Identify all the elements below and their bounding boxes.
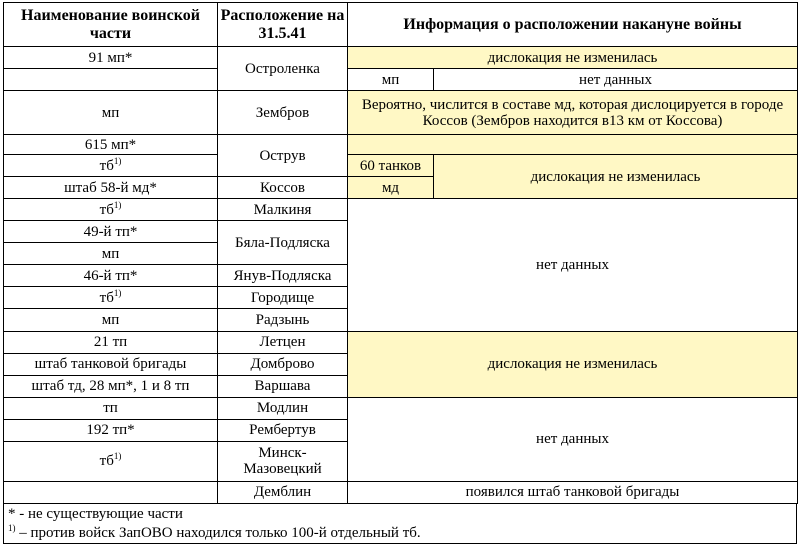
unit-cell: 46-й тп* — [4, 265, 218, 287]
location-cell: Летцен — [218, 331, 348, 353]
table-row — [4, 397, 798, 419]
info-cell: нет данных — [434, 69, 798, 91]
unit-cell: 91 мп* — [4, 47, 218, 69]
deployment-table — [3, 2, 798, 504]
unit-cell: 21 тп — [4, 331, 218, 353]
info-cell: дислокация не изменилась — [348, 331, 798, 397]
table-row — [4, 155, 798, 177]
info-cell: дислокация не изменилась — [434, 155, 798, 199]
location-cell: Минск-Мазовецкий — [218, 441, 348, 481]
unit-cell — [4, 481, 218, 503]
footnote-2 — [8, 524, 792, 543]
unit-cell: 49-й тп* — [4, 221, 218, 243]
footnotes — [3, 503, 797, 544]
unit-cell — [4, 287, 218, 309]
info-cell: нет данных — [348, 199, 798, 331]
unit-text: тб — [99, 157, 114, 174]
table-row — [4, 135, 798, 155]
info-cell: дислокация не изменилась — [348, 47, 798, 69]
location-cell: Демблин — [218, 481, 348, 503]
unit-text: тб — [99, 453, 114, 470]
unit-cell: мп — [4, 243, 218, 265]
footnote-2-text: – против войск ЗапОВО находился только 100-й отдельный тб. — [15, 525, 421, 541]
unit-cell: 192 тп* — [4, 419, 218, 441]
location-cell: Радзынь — [218, 309, 348, 331]
table-row — [4, 481, 798, 503]
header-location: Расположение на 31.5.41 — [218, 3, 348, 47]
location-cell: Варшава — [218, 375, 348, 397]
unit-cell — [4, 441, 218, 481]
footnote-mark: 1) — [113, 287, 122, 298]
header-row — [4, 3, 798, 47]
footnote-mark: 1) — [8, 523, 16, 533]
header-info: Информация о расположении накануне войны — [348, 3, 798, 47]
location-cell: Городище — [218, 287, 348, 309]
location-cell: Остроленка — [218, 47, 348, 91]
info-cell: появился штаб танковой бригады — [348, 481, 798, 503]
location-cell: Рембертув — [218, 419, 348, 441]
sub-cell: 60 танков — [348, 155, 434, 177]
unit-cell: тп — [4, 397, 218, 419]
unit-cell: штаб танковой бригады — [4, 353, 218, 375]
unit-text: тб — [99, 289, 114, 306]
info-cell: Вероятно, числится в составе мд, которая дислоцируется в городе Коссов (Зембров находится в13 км от Коссова) — [348, 91, 798, 135]
location-cell: Зембров — [218, 91, 348, 135]
sub-cell: мп — [348, 69, 434, 91]
location-cell: Модлин — [218, 397, 348, 419]
unit-cell: штаб 58-й мд* — [4, 177, 218, 199]
location-cell: Янув-Подляска — [218, 265, 348, 287]
table-row — [4, 91, 798, 135]
footnote-mark: 1) — [113, 451, 122, 462]
unit-cell: 615 мп* — [4, 135, 218, 155]
info-cell — [348, 135, 798, 155]
table-row — [4, 199, 798, 221]
location-cell: Бяла-Подляска — [218, 221, 348, 265]
sub-cell: мд — [348, 177, 434, 199]
unit-cell — [4, 155, 218, 177]
header-unit: Наименование воинской части — [4, 3, 218, 47]
location-cell: Коссов — [218, 177, 348, 199]
unit-cell: мп — [4, 309, 218, 331]
unit-cell: штаб тд, 28 мп*, 1 и 8 тп — [4, 375, 218, 397]
table-row — [4, 331, 798, 353]
footnote-mark: 1) — [113, 155, 122, 166]
footnote-mark: 1) — [113, 199, 122, 210]
location-cell: Домброво — [218, 353, 348, 375]
footnote-1: * - не существующие части — [8, 506, 183, 522]
location-cell: Острув — [218, 135, 348, 177]
unit-cell — [4, 69, 218, 91]
table-row — [4, 69, 798, 91]
table-row — [4, 47, 798, 69]
unit-cell — [4, 199, 218, 221]
location-cell: Малкиня — [218, 199, 348, 221]
unit-cell: мп — [4, 91, 218, 135]
unit-text: тб — [99, 201, 114, 218]
info-cell: нет данных — [348, 397, 798, 481]
